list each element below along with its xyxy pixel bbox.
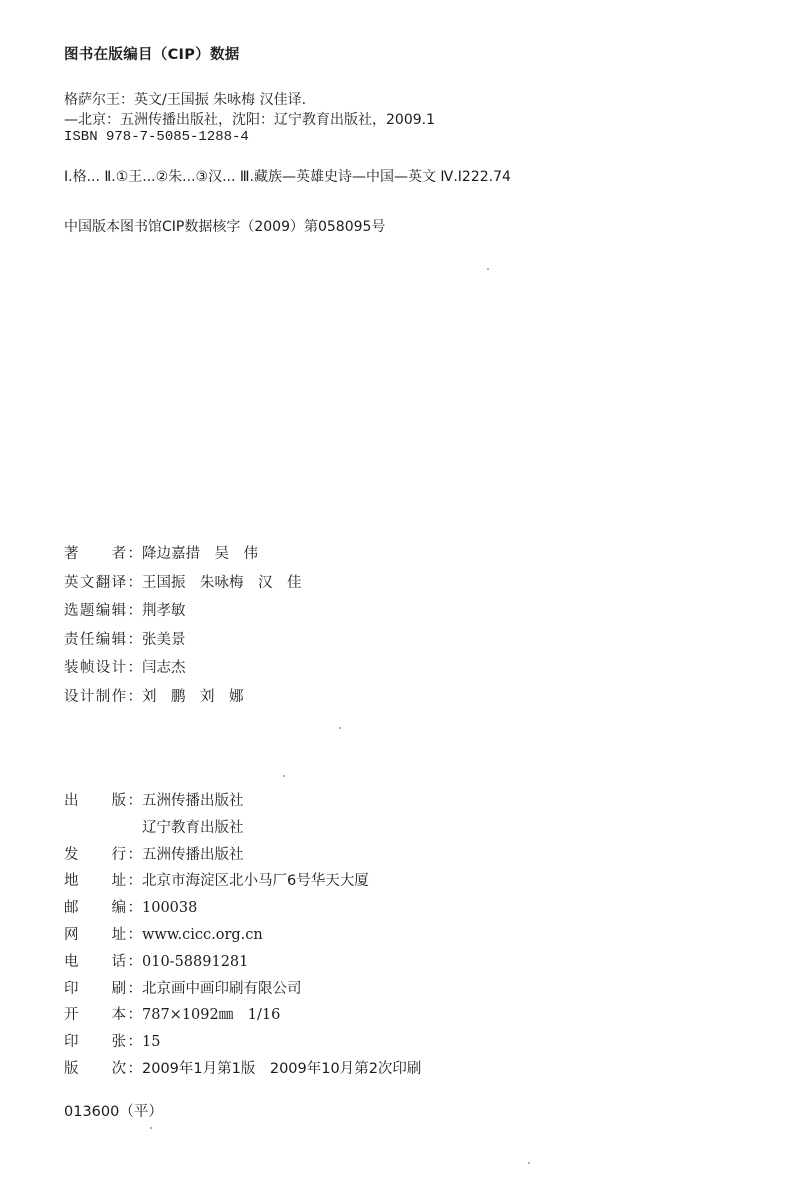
- credit-label: 选题编辑：: [64, 603, 142, 619]
- scan-speck: [339, 727, 341, 729]
- pub-distributor-row: [64, 843, 421, 870]
- cip-approval-number: 中国版本图书馆CIP数据核字（2009）第058095号: [64, 219, 386, 235]
- scan-speck: [150, 1127, 152, 1129]
- price-code: 013600（平）: [64, 1104, 163, 1120]
- credit-editor: [64, 628, 302, 657]
- pub-label: 印 张：: [64, 1034, 142, 1051]
- credit-label: 责任编辑：: [64, 631, 142, 648]
- edition: 2009年1月第1版 2009年10月第2次印刷: [142, 1060, 422, 1077]
- pub-label: 地 址：: [64, 873, 142, 890]
- isbn: ISBN 978-7-5085-1288-4: [64, 129, 249, 145]
- scan-speck: [283, 775, 285, 777]
- pub-postcode-row: [64, 896, 421, 923]
- sheets: 15: [142, 1034, 161, 1051]
- pub-publisher-row-2: [64, 816, 421, 843]
- credit-value: 闫志杰: [142, 660, 186, 676]
- website-link[interactable]: www.cicc.org.cn: [142, 926, 263, 943]
- credits-list: [64, 542, 302, 713]
- pub-printer-row: [64, 977, 421, 1004]
- printer: 北京画中画印刷有限公司: [142, 980, 302, 997]
- pub-label: 邮 编：: [64, 900, 142, 917]
- pub-label: 网 址：: [64, 926, 142, 943]
- postcode: 100038: [142, 900, 198, 917]
- pub-label: 印 刷：: [64, 980, 142, 997]
- credit-translator: [64, 571, 302, 600]
- credit-layout-design: [64, 685, 302, 714]
- scan-speck: [487, 268, 489, 270]
- pub-edition-row: [64, 1057, 421, 1084]
- pub-website-row: [64, 923, 421, 950]
- pub-phone-row: [64, 950, 421, 977]
- credit-cover-design: [64, 656, 302, 685]
- credit-label: 著 者：: [64, 546, 142, 562]
- pub-label: 电 话：: [64, 953, 142, 970]
- pub-sheets-row: [64, 1030, 421, 1057]
- credit-label: 英文翻译：: [64, 574, 142, 591]
- credit-value: 荆孝敏: [142, 603, 186, 619]
- format: 787×1092㎜ 1/16: [142, 1007, 281, 1024]
- pub-label: 开 本：: [64, 1007, 142, 1024]
- credit-label: 设计制作：: [64, 688, 142, 705]
- pub-publisher-row: [64, 789, 421, 816]
- credit-author: [64, 542, 302, 571]
- phone: 010-58891281: [142, 953, 249, 970]
- credit-value: 张美景: [142, 631, 186, 648]
- scan-speck: [528, 1162, 530, 1164]
- publication-info: [64, 789, 421, 1084]
- publisher-1: 五洲传播出版社: [142, 793, 244, 809]
- pub-address-row: [64, 869, 421, 896]
- cip-book-title-line: 格萨尔王：英文/王国振 朱咏梅 汉佳译.: [64, 92, 307, 108]
- distributor: 五洲传播出版社: [142, 846, 244, 863]
- cip-classification: Ⅰ.格... Ⅱ.①王...②朱...③汉... Ⅲ.藏族—英雄史诗—中国—英文 Ⅳ.I222.74: [64, 169, 511, 185]
- cip-publisher-line: —北京：五洲传播出版社，沈阳：辽宁教育出版社，2009.1: [64, 112, 435, 128]
- address: 北京市海淀区北小马厂6号华天大厦: [142, 873, 369, 890]
- credit-value: 刘 鹏 刘 娜: [142, 688, 244, 705]
- cip-title: 图书在版编目（CIP）数据: [64, 47, 240, 63]
- pub-format-row: [64, 1003, 421, 1030]
- credit-value: 王国振 朱咏梅 汉 佳: [142, 574, 302, 591]
- publisher-2: 辽宁教育出版社: [142, 819, 244, 836]
- pub-label: 出 版：: [64, 793, 142, 809]
- pub-label: 版 次：: [64, 1060, 142, 1077]
- credit-label: 装帧设计：: [64, 660, 142, 676]
- credit-value: 降边嘉措 吴 伟: [142, 546, 258, 562]
- credit-acquisitions-editor: [64, 599, 302, 628]
- pub-label: 发 行：: [64, 846, 142, 863]
